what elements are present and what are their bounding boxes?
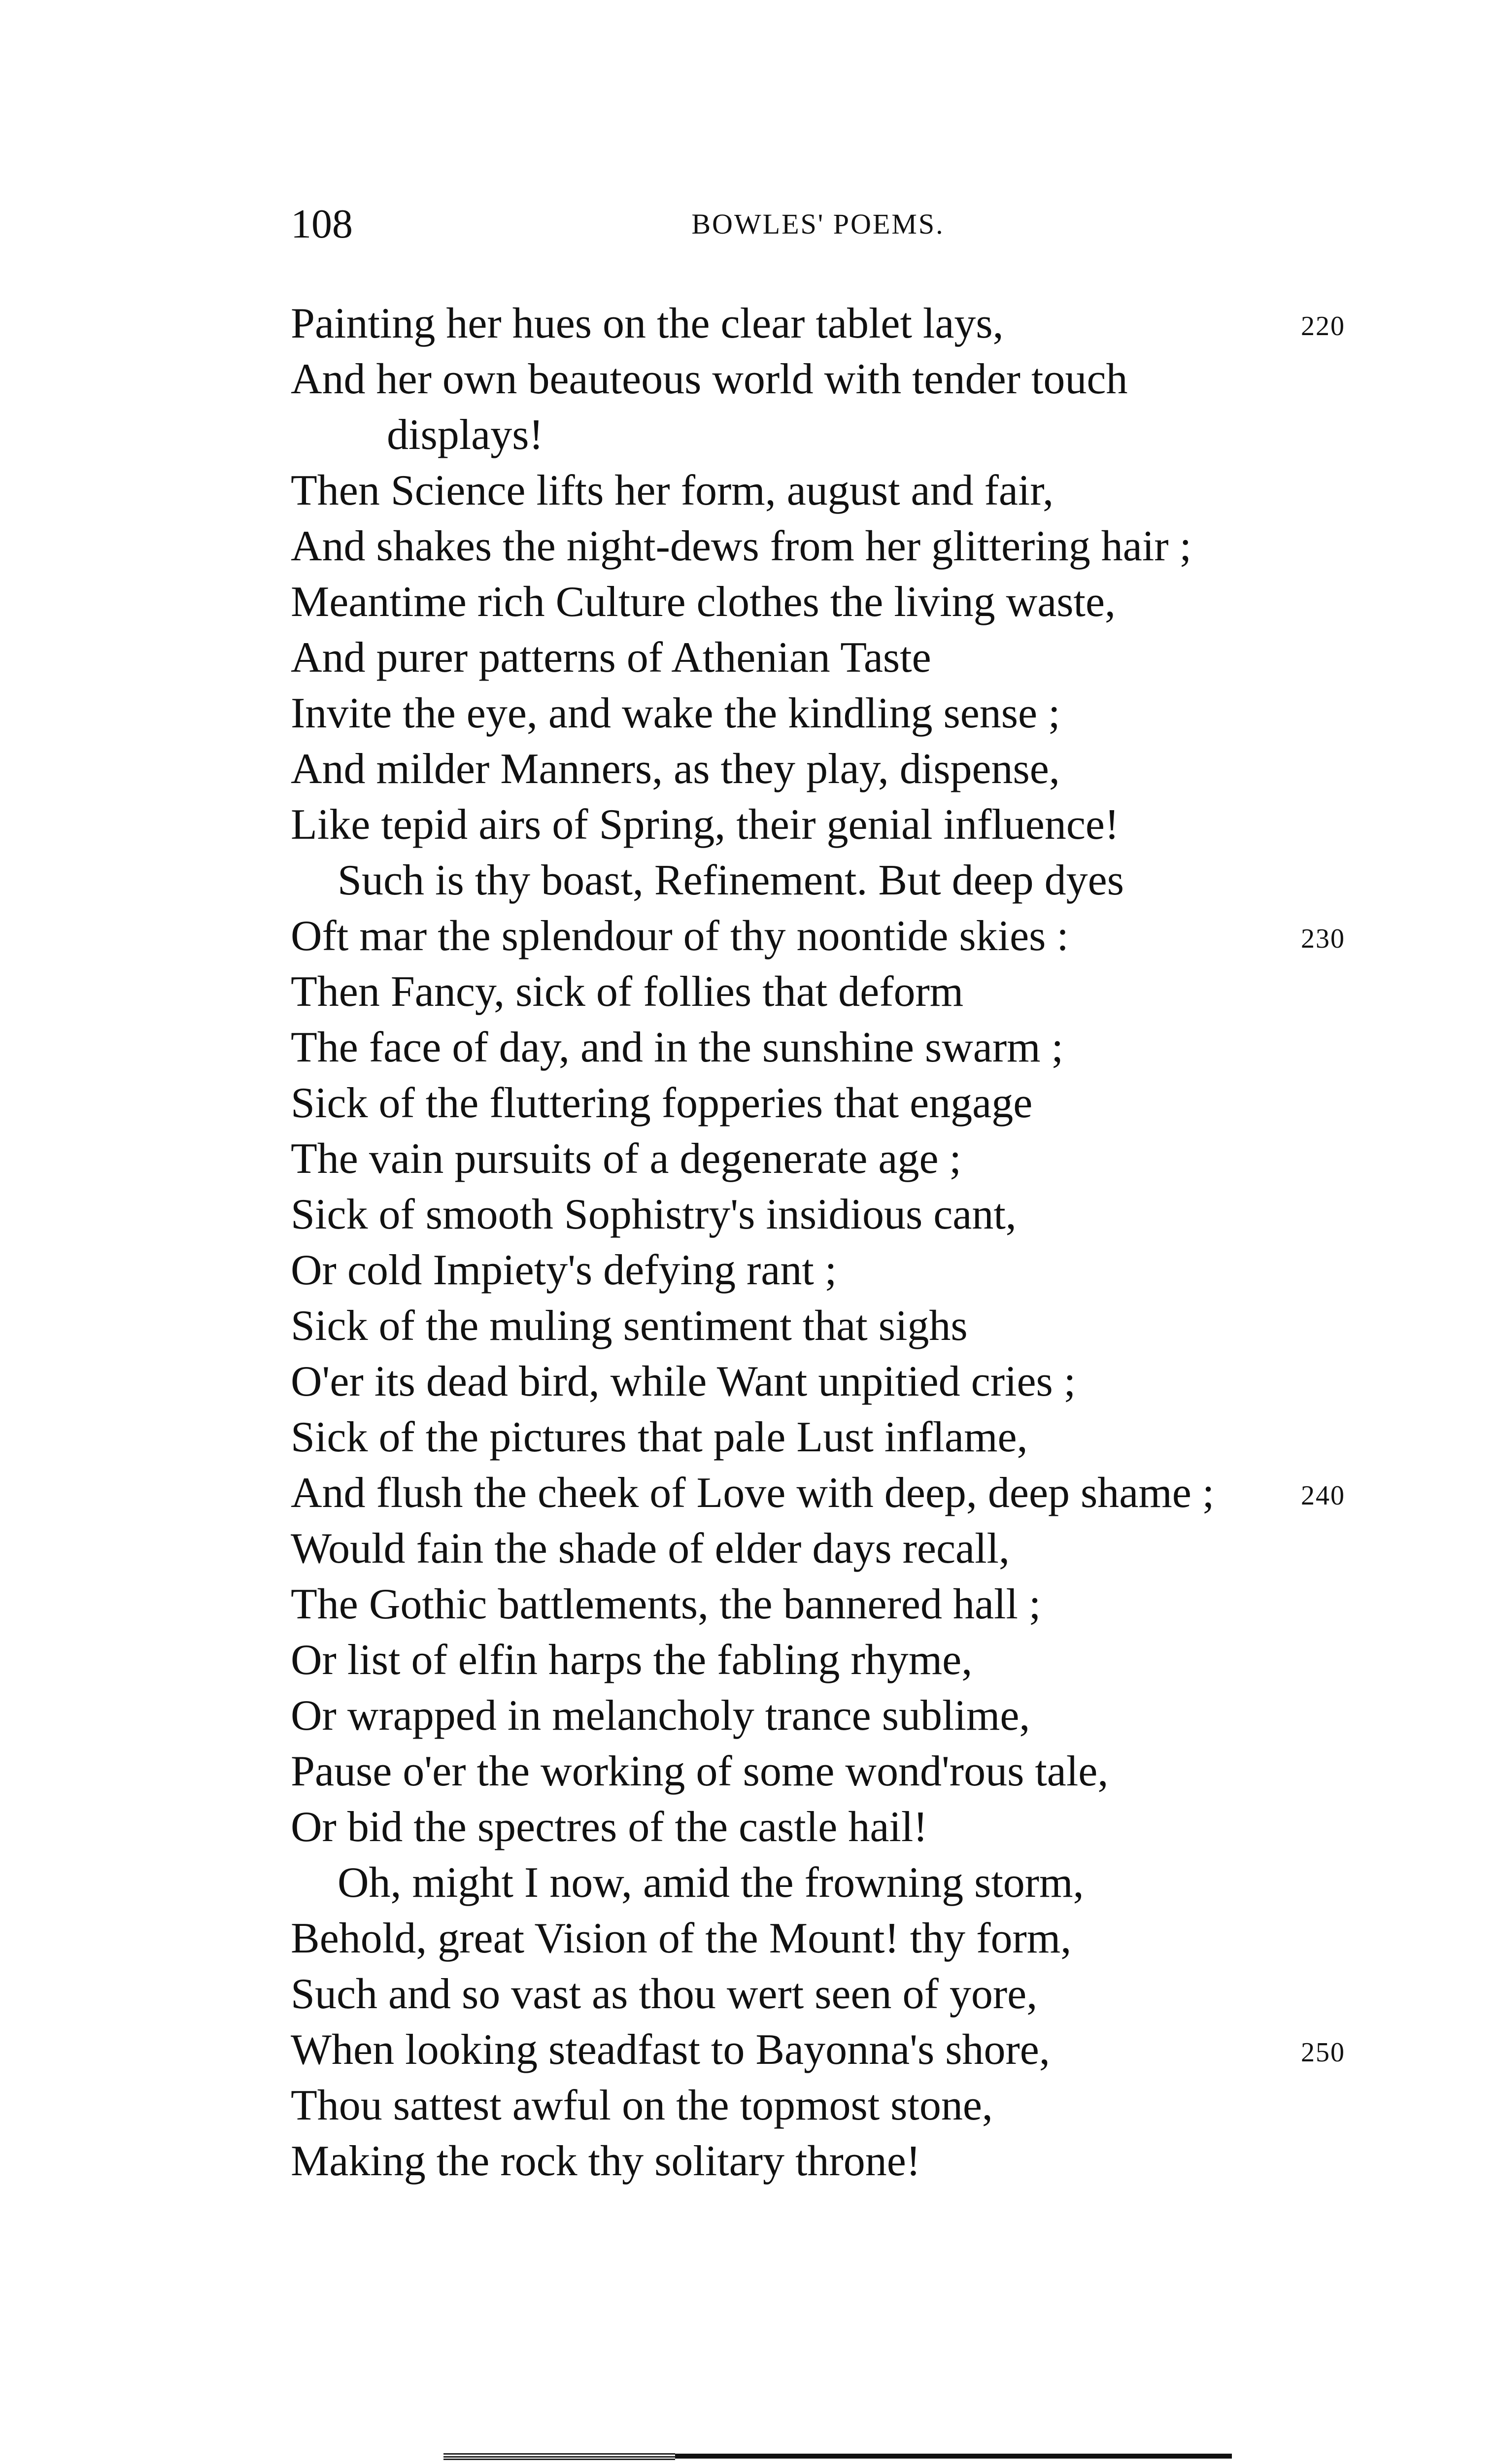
line-text: Or list of elfin harps the fabling rhyme, — [291, 1636, 973, 1684]
line-text: displays! — [387, 411, 544, 459]
line-text: Like tepid airs of Spring, their genial influence! — [291, 801, 1120, 849]
poem-line — [291, 1632, 1345, 1688]
poem-line — [291, 1020, 1345, 1075]
line-text: Meantime rich Culture clothes the living waste, — [291, 578, 1116, 626]
line-text: And milder Manners, as they play, dispense, — [291, 745, 1060, 793]
poem-line — [291, 1966, 1345, 2022]
poem-line — [291, 1131, 1345, 1187]
line-text: Or cold Impiety's defying rant ; — [291, 1246, 837, 1294]
rule-line — [443, 2456, 675, 2458]
poem-line — [291, 964, 1345, 1020]
page-header — [291, 197, 1345, 251]
line-text: The vain pursuits of a degenerate age ; — [291, 1135, 961, 1183]
poem-line — [291, 518, 1345, 574]
line-text: Making the rock thy solitary throne! — [291, 2137, 921, 2185]
page-number: 108 — [291, 201, 353, 247]
poem-line — [291, 2022, 1345, 2078]
line-text: And purer patterns of Athenian Taste — [291, 634, 931, 682]
poem-line — [291, 741, 1345, 797]
line-text: Pause o'er the working of some wond'rous tale, — [291, 1747, 1109, 1795]
line-text: The face of day, and in the sunshine swarm ; — [291, 1024, 1064, 1071]
line-text: And flush the cheek of Love with deep, deep shame ; — [291, 1469, 1215, 1517]
poem-line — [291, 1465, 1345, 1521]
line-number: 240 — [1301, 1480, 1345, 1511]
line-text: When looking steadfast to Bayonna's shore, — [291, 2026, 1050, 2074]
line-text: Sick of the pictures that pale Lust inflame, — [291, 1413, 1028, 1461]
poem-text — [291, 296, 1345, 2189]
line-text: Or wrapped in melancholy trance sublime, — [291, 1692, 1030, 1740]
poem-line — [291, 1187, 1345, 1242]
line-text: Then Fancy, sick of follies that deform — [291, 968, 964, 1016]
line-number: 250 — [1301, 2037, 1345, 2068]
poem-line — [291, 2078, 1345, 2133]
rule-bar — [675, 2454, 1232, 2459]
poem-line — [291, 1521, 1345, 1576]
poem-line — [291, 1409, 1345, 1465]
poem-line — [291, 1354, 1345, 1409]
poem-line-indented — [291, 853, 1345, 908]
poem-line — [291, 1799, 1345, 1855]
line-text: Such is thy boast, Refinement. But deep dyes — [338, 856, 1124, 904]
running-title: BOWLES' POEMS. — [691, 208, 945, 240]
poem-line — [291, 463, 1345, 518]
poem-line — [291, 296, 1345, 351]
poem-line — [291, 797, 1345, 853]
line-text: Then Science lifts her form, august and fair, — [291, 467, 1054, 514]
line-text: Thou sattest awful on the topmost stone, — [291, 2082, 993, 2129]
poem-line — [291, 574, 1345, 630]
line-text: Or bid the spectres of the castle hail! — [291, 1803, 928, 1851]
poem-line — [291, 1744, 1345, 1799]
line-text: Would fain the shade of elder days recall, — [291, 1525, 1010, 1573]
poem-line — [291, 2133, 1345, 2189]
poem-line — [291, 351, 1345, 407]
poem-line — [291, 1242, 1345, 1298]
poem-line-indented — [291, 1855, 1345, 1911]
poem-line — [291, 1298, 1345, 1354]
line-number: 220 — [1301, 311, 1345, 342]
poem-line — [291, 1688, 1345, 1744]
line-text: Sick of the fluttering fopperies that engage — [291, 1079, 1033, 1127]
rule-line — [443, 2453, 675, 2455]
line-text: O'er its dead bird, while Want unpitied cries ; — [291, 1358, 1076, 1405]
poem-line-continuation — [291, 407, 1345, 463]
line-text: Behold, great Vision of the Mount! thy form, — [291, 1915, 1072, 1962]
line-text: Painting her hues on the clear tablet lays, — [291, 300, 1004, 347]
poem-line — [291, 685, 1345, 741]
line-text: Sick of smooth Sophistry's insidious cant, — [291, 1191, 1017, 1238]
line-number: 230 — [1301, 924, 1345, 954]
poem-line — [291, 1576, 1345, 1632]
bottom-rule — [443, 2452, 1232, 2461]
line-text: Invite the eye, and wake the kindling sense ; — [291, 689, 1060, 737]
line-text: And shakes the night-dews from her glittering hair ; — [291, 522, 1192, 570]
line-text: Oh, might I now, amid the frowning storm, — [338, 1859, 1084, 1907]
poem-line — [291, 908, 1345, 964]
line-text: Such and so vast as thou wert seen of yore, — [291, 1970, 1038, 2018]
poem-line — [291, 1075, 1345, 1131]
poem-line — [291, 1911, 1345, 1966]
rule-line — [443, 2459, 675, 2460]
line-text: Sick of the muling sentiment that sighs — [291, 1302, 968, 1350]
poem-line — [291, 630, 1345, 685]
line-text: The Gothic battlements, the bannered hall ; — [291, 1580, 1041, 1628]
line-text: And her own beauteous world with tender touch — [291, 355, 1128, 403]
line-text: Oft mar the splendour of thy noontide skies : — [291, 912, 1069, 960]
